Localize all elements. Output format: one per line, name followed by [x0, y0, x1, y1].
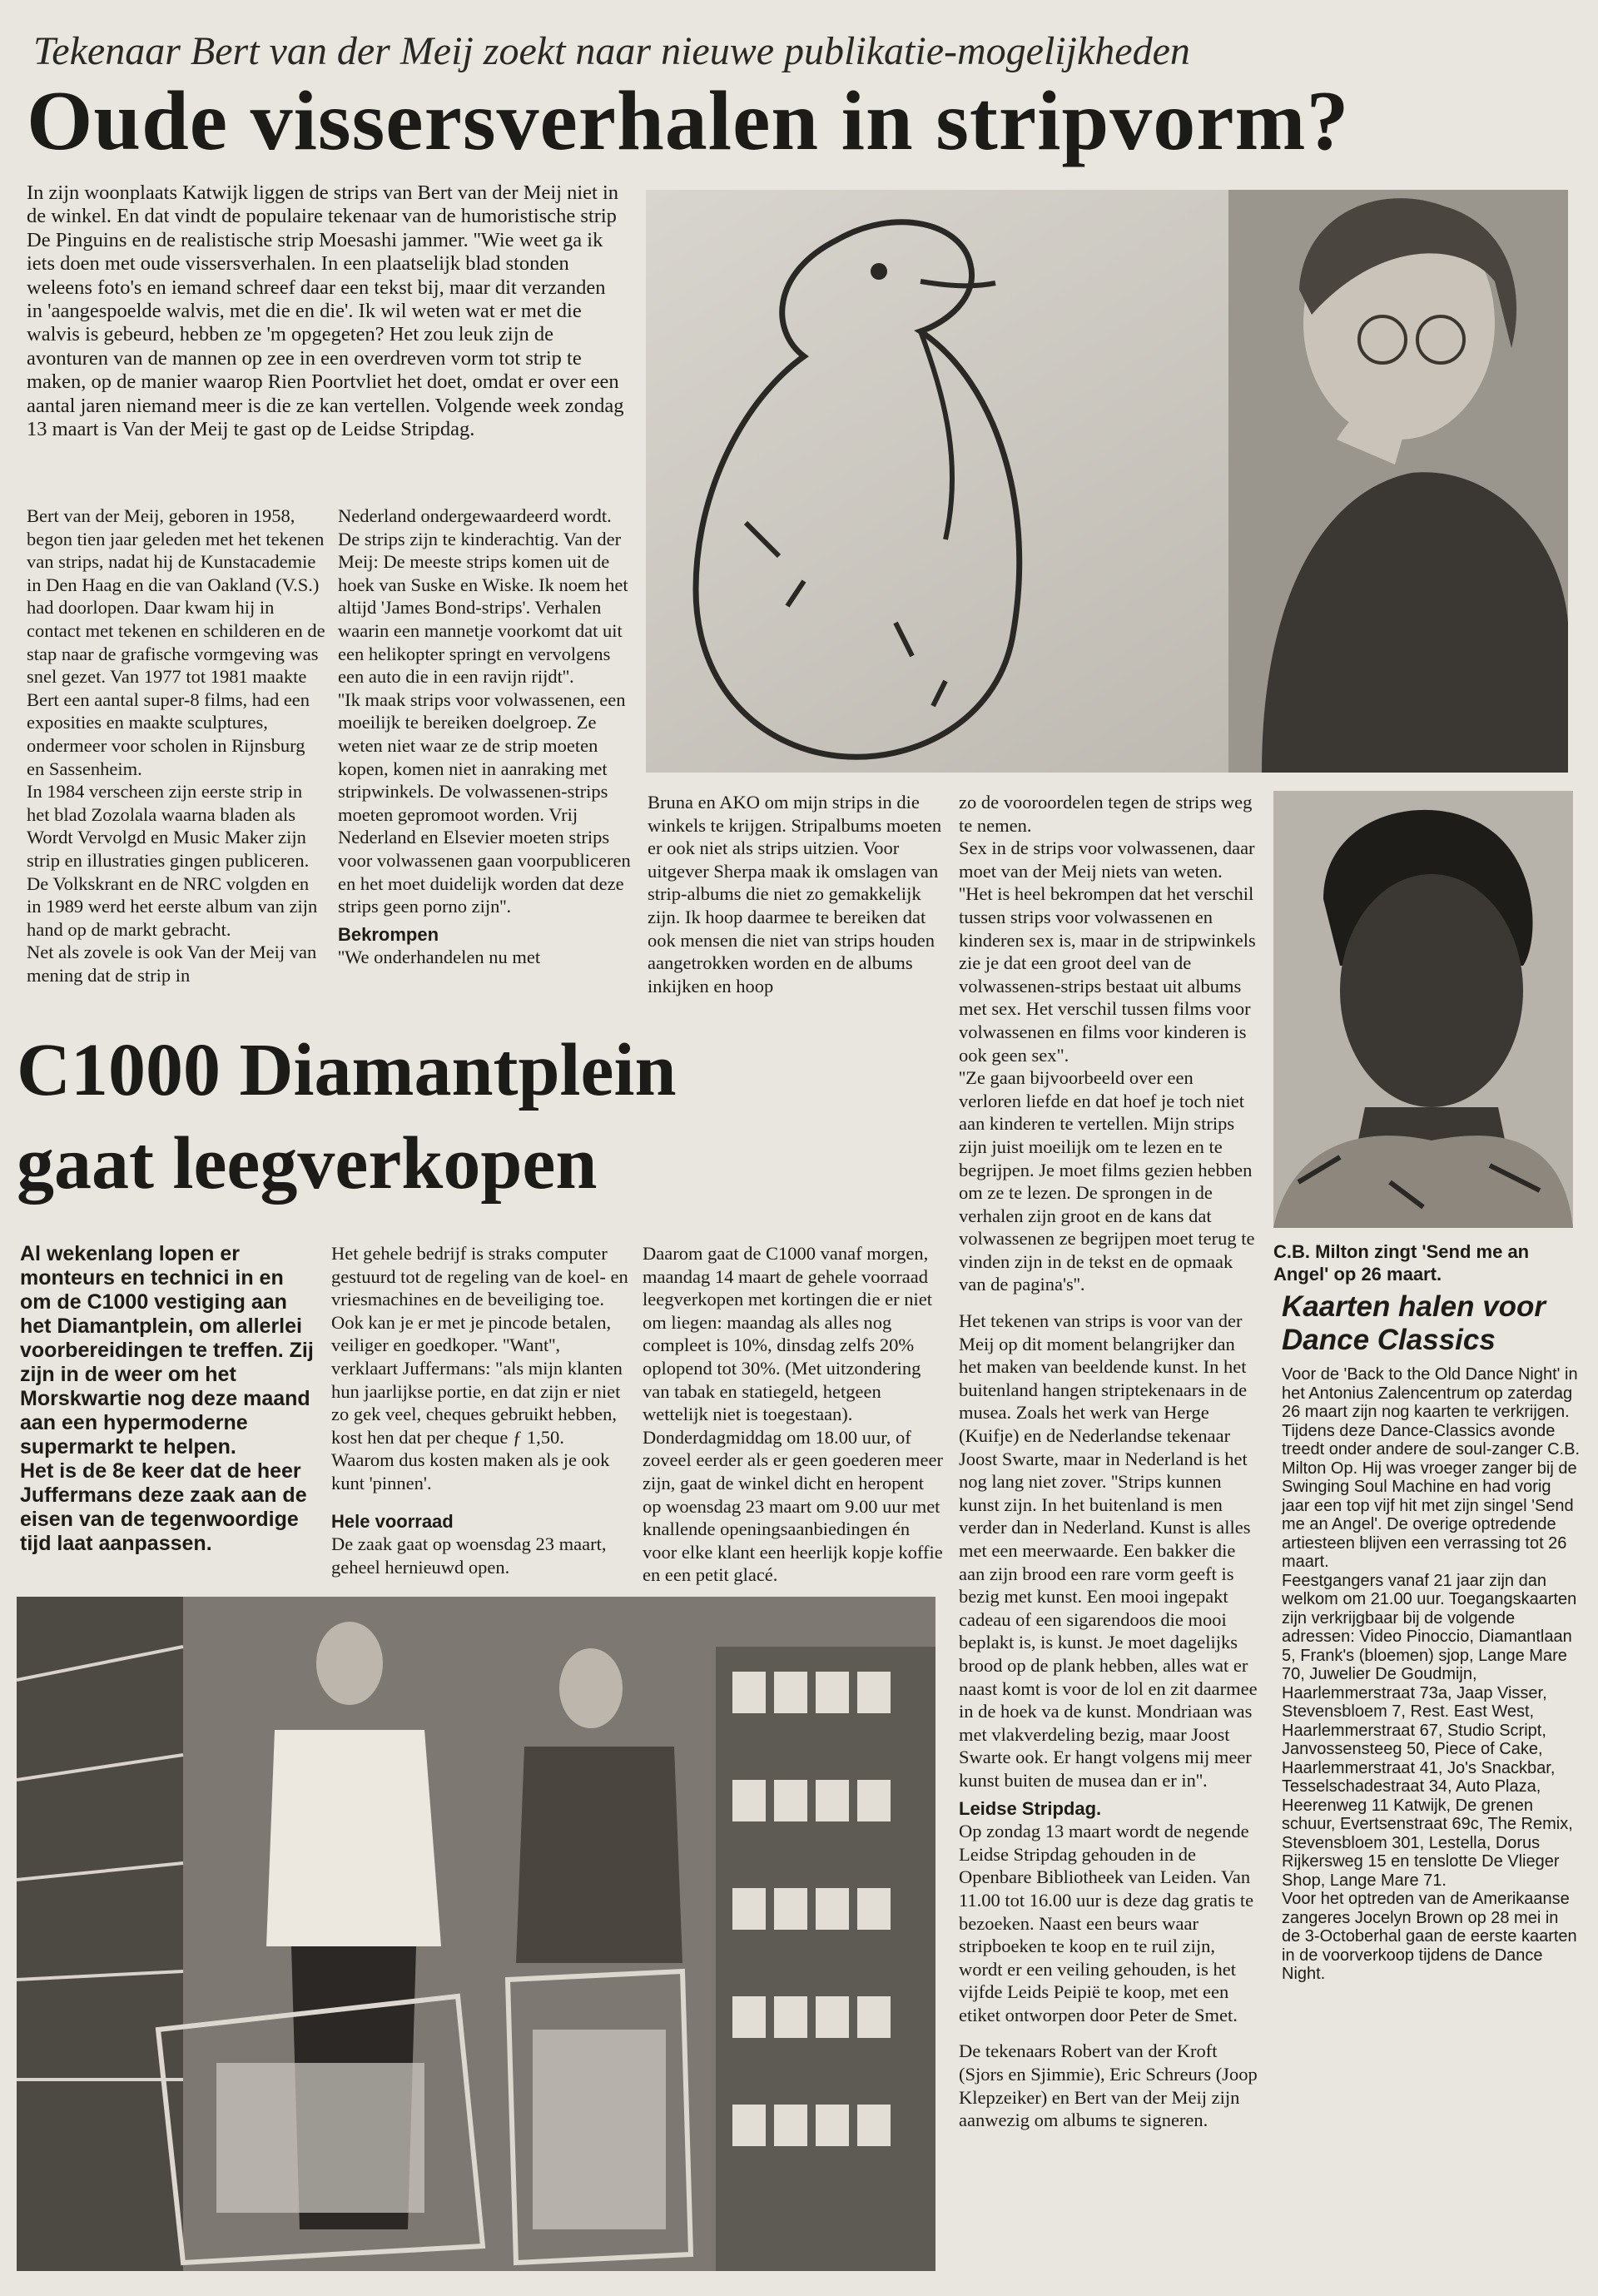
store-aisle-image	[17, 1597, 935, 2271]
article-column-4	[959, 791, 1260, 2132]
c1000-column-3	[643, 1242, 944, 1587]
c1000-headline	[17, 1024, 932, 1210]
paragraph: Sex in de strips voor volwassenen, daar moet van der Meij niets van weten. ''Het is heel bekrompen dat het verschil tussen strips voor volwassenen en kinderen sex is, maar in de stripwinkels zie je dat een groot deel van de volwassenen-strips bestaat uit albums met sex. Het verschil tussen films voor volwassenen en films voor kinderen is ook geen sex".	[959, 837, 1256, 1066]
artist-photo	[646, 190, 1568, 773]
paragraph: De zaak gaat op woensdag 23 maart, geheel hernieuwd open.	[331, 1533, 607, 1578]
paragraph: De tekenaars Robert van der Kroft (Sjors en Sjimmie), Eric Schreurs (Joop Klepzeiker) en Bert van der Meij zijn aanwezig om albums te signeren.	[959, 2040, 1258, 2131]
dance-classics-box	[1282, 1290, 1581, 1984]
article-lead: In zijn woonplaats Katwijk liggen de strips van Bert van der Meij niet in de winkel. En dat vindt de populaire tekenaar van de humoristische strip De Pinguins en de realistische strip Moesashi jammer. ''Wie weet ga ik iets doen met oude vissersverhalen. In een plaatselijk blad stonden weleens foto's en iemand schreef daar een tekst bij, maar dit verzanden in 'aangespoelde walvis, met die en die'. Ik wil weten wat er met die walvis is gebeurd, hebben ze 'm opgegeten? Het zou leuk zijn de avonturen van de mannen op zee in een overdreven vorm tot strip te maken, op de manier waarop Rien Poortvliet het doet, omdat er over een aantal jaren niemand meer is die ze kan vertellen. Volgende week zondag 13 maart is Van der Meij te gast op de Leidse Stripdag.	[27, 181, 624, 441]
paragraph: Daarom gaat de C1000 vanaf morgen, maandag 14 maart de gehele voorraad leegverkopen met kortingen die er niet om liegen: maandag als alles nog compleet is 10%, dinsdag zelfs 20% oplopend tot 30%. (Met uitzondering van tabak en statiegeld, hetgeen wettelijk niet is toegestaan). Donderdagmiddag om 18.00 uur, of zoveel eerder als er geen goederen meer zijn, gaat de winkel dicht en heropent op woensdag 23 maart om 9.00 uur met knallende openingsaanbiedingen én voor elke klant een heerlijk kopje koffie en een petit glacé.	[643, 1243, 944, 1586]
paragraph: In 1984 verscheen zijn eerste strip in het blad Zozolala waarna bladen als Wordt Vervolgd en Music Maker zijn strip en illustraties gingen publiceren. De Volkskrant en de NRC volgden en in 1989 werd het eerste album van zijn hand op de markt gebracht.	[27, 781, 318, 940]
headline-line: C1000 Diamantplein	[17, 1029, 677, 1111]
paragraph: Voor het optreden van de Amerikaanse zangeres Jocelyn Brown op 28 mei in de 3-Octoberhal gaan de eerste kaarten in de voorverkoop tijdens de Dance Night.	[1282, 1890, 1577, 1983]
article-column-2	[338, 504, 631, 969]
singer-photo	[1273, 791, 1573, 1228]
c1000-lead	[20, 1242, 318, 1556]
paragraph: Het is de 8e keer dat de heer Juffermans deze zaak aan de eisen van de tegenwoordige tijd laat aanpassen.	[20, 1459, 307, 1555]
article-headline: Oude vissersverhalen in stripvorm?	[27, 74, 1350, 168]
subheading: Hele voorraad	[331, 1510, 454, 1532]
paragraph: Voor de 'Back to the Old Dance Night' in het Antonius Zalencentrum op zaterdag 26 maart zijn nog kaarten te verkrijgen. Tijdens deze Dance-Classics avonde treedt onder andere de soul-zanger C.B. Milton Op. Hij was vroeger zanger bij de Swinging Soul Machine en had vorig jaar een top vijf hit met zijn singel 'Send me an Angel'. De overige optredende artiesteen blijven een verrassing tot 26 maart.	[1282, 1365, 1580, 1571]
paragraph: Feestgangers vanaf 21 jaar zijn dan welkom om 21.00 uur. Toegangskaarten zijn verkrijgbaar bij de volgende adressen: Video Pinoccio, Diamantlaan 5, Frank's (bloemen) sjop, Lange Mare 70, Juwelier De Goudmijn, Haarlemmerstraat 73a, Jaap Visser, Stevensbloem 7, Rest. East West, Haarlemmerstraat 67, Studio Script, Janvossensteeg 50, Piece of Cake, Haarlemmerstraat 41, Jo's Snackbar, Tesselschadestraat 34, Auto Plaza, Heerenweg 11 Katwijk, De grenen schuur, Evertsenstraat 69c, The Remix, Stevensbloem 301, Lestella, Dorus Rijkersweg 15 en tenslotte De Vlieger Shop, Lange Mare 71.	[1282, 1571, 1577, 1890]
sidebar-headline: Kaarten halen voor Dance Classics	[1282, 1290, 1546, 1356]
singer-image	[1273, 791, 1573, 1228]
paragraph: ''Ze gaan bijvoorbeeld over een verloren liefde en dat hoef je toch niet aan kinderen te vertellen. Mijn strips zijn juist moeilijk om te lezen en te begrijpen. Je moet films gezien hebben om ze te lezen. De sprongen in de verhalen zijn groot en de kans dat volwassenen ze begrijpen moet terug te vinden zijn in de tekst en de opmaak van de pagina's''.	[959, 1067, 1255, 1295]
sidebar-body	[1282, 1365, 1581, 1984]
subheading: Leidse Stripdag.	[959, 1797, 1102, 1819]
c1000-column-2	[331, 1242, 631, 1578]
paragraph: Nederland ondergewaardeerd wordt. De strips zijn te kinderachtig. Van der Meij: De meeste strips komen uit de hoek van Suske en Wiske. Ik noem het altijd 'James Bond-strips'. Verhalen waarin een mannetje voorkomt dat uit een helikopter springt en vervolgens een auto die in een ravijn rijdt''.	[338, 505, 628, 688]
paragraph: ''Ik maak strips voor volwassenen, een moeilijk te bereiken doelgroep. Ze weten niet waar ze de strip moeten kopen, komen niet in aanraking met stripwinkels. De volwassenen-strips moeten gepromoot worden. Vrij Nederland en Elsevier moeten strips voor volwassenen gaan voorpubliceren en het moet duidelijk worden dat deze strips geen porno zijn''.	[338, 688, 631, 917]
paragraph: Bert van der Meij, geboren in 1958, begon tien jaar geleden met het tekenen van strips, nadat hij de Kunstacademie in Den Haag en die van Oakland (V.S.) had doorlopen. Daar kwam hij in contact met tekenen en schilderen en de stap naar de grafische vormgeving was snel gezet. Van 1977 tot 1981 maakte Bert een aantal super-8 films, had een exposities en maakte sculptures, ondermeer voor scholen in Rijnsburg en Sassenheim.	[27, 505, 325, 779]
article-column-3	[648, 791, 947, 997]
paragraph: Het tekenen van strips is voor van der Meij op dit moment belangrijker dan het maken van beeldende kunst. In het buitenland hangen striptekenaars in de musea. Zoals het werk van Herge (Kuifje) en de Nederlandse tekenaar Joost Swarte, maar in Nederland is het nog lang niet zover. ''Strips kunnen kunst zijn. In het buitenland is men verder dan in Nederland. Kunst is alles met een meerwaarde. Een bakker die aan zijn brood een rare vorm geeft is bezig met kunst. Een mooi ingepakt cadeau of een sigarendoos die mooi beplakt is, is kunst. Je moet dagelijks brood op de plank hebben, alles wat er naast komt is voor de lol en zit daarmee in de hoek va de kunst. Mondriaan was met vlakverdeling bezig, maar Joost Swarte ook. Er hangt volgens mij meer kunst buiten de musea dan er in''.	[959, 1310, 1258, 1791]
paragraph: Net als zovele is ook Van der Meij van mening dat de strip in	[27, 942, 317, 986]
paragraph: Bruna en AKO om mijn strips in die winkels te krijgen. Stripalbums moeten er ook niet als strips uitzien. Voor uitgever Sherpa maak ik omslagen van strip-albums die niet zo gemakkelijk zijn. Ik hoop daarmee te bereiken dat ook mensen die niet van strips houden aangetrokken worden en de albums inkijken en hoop	[648, 792, 942, 996]
subheading: Bekrompen	[338, 923, 439, 945]
penguin-drawing-and-artist-image	[646, 190, 1568, 773]
paragraph: Al wekenlang lopen er monteurs en technici in en om de C1000 vestiging aan het Diamantplein, om allerlei voorbereidingen te treffen. Zij zijn in de weer om het Morskwartie nog deze maand aan een hypermoderne supermarkt te helpen.	[20, 1242, 314, 1459]
headline-line: gaat leegverkopen	[17, 1122, 598, 1205]
singer-caption: C.B. Milton zingt 'Send me an Angel' op 26 maart.	[1273, 1241, 1530, 1285]
paragraph: Op zondag 13 maart wordt de negende Leidse Stripdag gehouden in de Openbare Bibliotheek van Leiden. Van 11.00 tot 16.00 uur is deze dag gratis te bezoeken. Naast een beurs waar stripboeken te koop en te ruil zijn, wordt er een veiling gehouden, is het vijfde Leids Peipië te koop, met een etiket ontworpen door Peter de Smet.	[959, 1821, 1254, 2025]
article-column-1	[27, 504, 326, 986]
paragraph: Het gehele bedrijf is straks computer gestuurd tot de regeling van de koel- en vriesmachines en de beveiliging toe. Ook kan je er met je pincode betalen, veiliger en goedkoper. ''Want'', verklaart Juffermans: "als mijn klanten hun jaarlijkse portie, en dat zijn er niet zo gek veel, cheques gebruikt hebben, kost hen dat per cheque ƒ 1,50. Waarom dus kosten maken als je ook kunt 'pinnen'.	[331, 1243, 628, 1493]
article-kicker: Tekenaar Bert van der Meij zoekt naar nieuwe publikatie-mogelijkheden	[33, 29, 1190, 73]
paragraph: zo de vooroordelen tegen de strips weg te nemen.	[959, 792, 1253, 836]
supermarket-photo	[17, 1597, 935, 2271]
paragraph: ''We onderhandelen nu met	[338, 947, 541, 968]
